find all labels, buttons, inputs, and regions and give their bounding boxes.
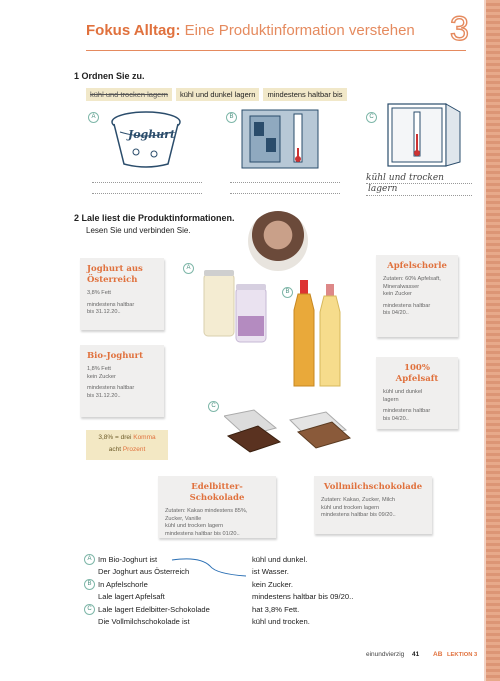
card-line: mindestens haltbar (87, 385, 135, 391)
card-line: lagern (383, 396, 399, 403)
match-right-item[interactable]: mindestens haltbar bis 09/20.. (252, 592, 354, 601)
card-line: bis 04/20.. (383, 415, 409, 422)
match-left-item[interactable]: Der Joghurt aus Österreich (98, 567, 190, 576)
card-line: kein Zucker (87, 373, 116, 380)
card-line: Zutaten: Kakao, Zucker, Milch (321, 497, 395, 503)
card-line: 1,8% Fett (87, 366, 111, 372)
page-title-bold: Fokus Alltag: (86, 22, 181, 39)
yogurt-label: Joghurt (128, 128, 176, 141)
card-line: Mineralwasser (383, 283, 420, 290)
note-box (86, 430, 168, 460)
match-right-item[interactable]: hat 3,8% Fett. (252, 605, 300, 614)
note-line-1: 3,8% = drei Komma (98, 434, 156, 441)
card-line: mindestens haltbar (383, 302, 431, 309)
card-vollmilchschokolade (314, 476, 432, 534)
card-line: mindestens haltbar bis 09/20.. (321, 512, 396, 518)
card-line: 3,8% Fett (87, 290, 111, 296)
match-right-item[interactable]: ist Wasser. (252, 567, 289, 576)
label-c-circle: C (208, 401, 219, 412)
card-line: Zutaten: Kakao mindestens 85%, (165, 508, 248, 514)
label-c-circle: C (84, 604, 95, 615)
match-right-item[interactable]: kühl und trocken. (252, 617, 310, 626)
match-left-item[interactable]: Lale lagert Apfelsaft (98, 592, 165, 601)
note-line-2: acht Prozent (108, 446, 146, 453)
card-line: bis 04/20.. (383, 310, 409, 316)
card-bio-joghurt (80, 345, 164, 417)
word-bank-item[interactable]: kühl und trocken lagern (86, 88, 172, 101)
match-left-item[interactable]: Lale lagert Edelbitter-Schokolade (98, 605, 210, 614)
card-title: Edelbitter-Schokolade (189, 482, 245, 503)
page-title-rest: Eine Produktinformation verstehen (180, 22, 415, 39)
exercise-1-heading: 1 Ordnen Sie zu. (74, 71, 145, 81)
lesson-number: 3 (450, 10, 469, 48)
card-joghurt-oesterreich (80, 258, 164, 330)
card-title: Vollmilchschokolade (323, 482, 423, 492)
card-title: Joghurt aus Österreich (87, 264, 143, 285)
card-title: Apfelschorle (387, 261, 447, 271)
card-line: kühl und trocken lagern (165, 523, 224, 529)
exercise-2-subheading: Lesen Sie und verbinden Sie. (86, 226, 191, 235)
chocolate-bars-photo (224, 408, 354, 454)
exercise-2-heading: 2 Lale liest die Produktinformationen. (74, 213, 235, 223)
card-line: kühl und trocken lagern (321, 504, 380, 511)
word-bank-item[interactable]: mindestens haltbar bis (263, 88, 346, 101)
card-title: Bio-Joghurt (87, 351, 144, 361)
card-apfelsaft (376, 357, 458, 429)
card-line: kühl und dunkel (383, 389, 423, 395)
ab-label: AB (433, 651, 443, 658)
label-b-circle: B (226, 112, 237, 123)
word-bank-item[interactable]: kühl und dunkel lagern (176, 88, 259, 101)
card-line: mindestens haltbar (383, 408, 431, 414)
match-right-item[interactable]: kühl und dunkel. (252, 555, 308, 564)
card-line: mindestens haltbar bis 01/20.. (165, 530, 240, 537)
card-line: bis 31.12.20.. (87, 309, 121, 315)
card-edelbitter-schokolade (158, 476, 276, 538)
page-number-word: einundvierzig (366, 651, 405, 658)
label-a-circle: A (88, 112, 99, 123)
label-a-circle: A (84, 554, 95, 565)
yogurt-jars-photo (200, 268, 270, 346)
card-line: bis 31.12.20.. (87, 392, 121, 399)
card-apfelschorle (376, 255, 458, 337)
label-b-circle: B (282, 287, 293, 298)
label-a-circle: A (183, 263, 194, 274)
match-connector-line (170, 556, 250, 580)
card-line: kein Zucker (383, 291, 412, 297)
page-number: 41 (412, 651, 420, 658)
label-c-circle: C (366, 112, 377, 123)
match-left-item[interactable]: In Apfelschorle (98, 580, 148, 589)
card-title: 100% Apfelsaft (395, 363, 439, 384)
card-line: Zucker, Vanille (165, 515, 202, 522)
lektion-label: LEKTION 3 (447, 652, 478, 658)
match-right-item[interactable]: kein Zucker. (252, 580, 293, 589)
handwritten-answer-line-2: lagern (368, 184, 398, 194)
card-line: Zutaten: 60% Apfelsaft, (383, 276, 441, 282)
match-left-item[interactable]: Die Vollmilchschokolade ist (98, 617, 190, 626)
label-b-circle: B (84, 579, 95, 590)
card-line: mindestens haltbar (87, 301, 135, 308)
handwritten-answer-line-1: kühl und trocken (366, 173, 444, 183)
juice-bottles-photo (290, 280, 350, 390)
match-left-item[interactable]: Im Bio-Joghurt ist (98, 555, 158, 564)
